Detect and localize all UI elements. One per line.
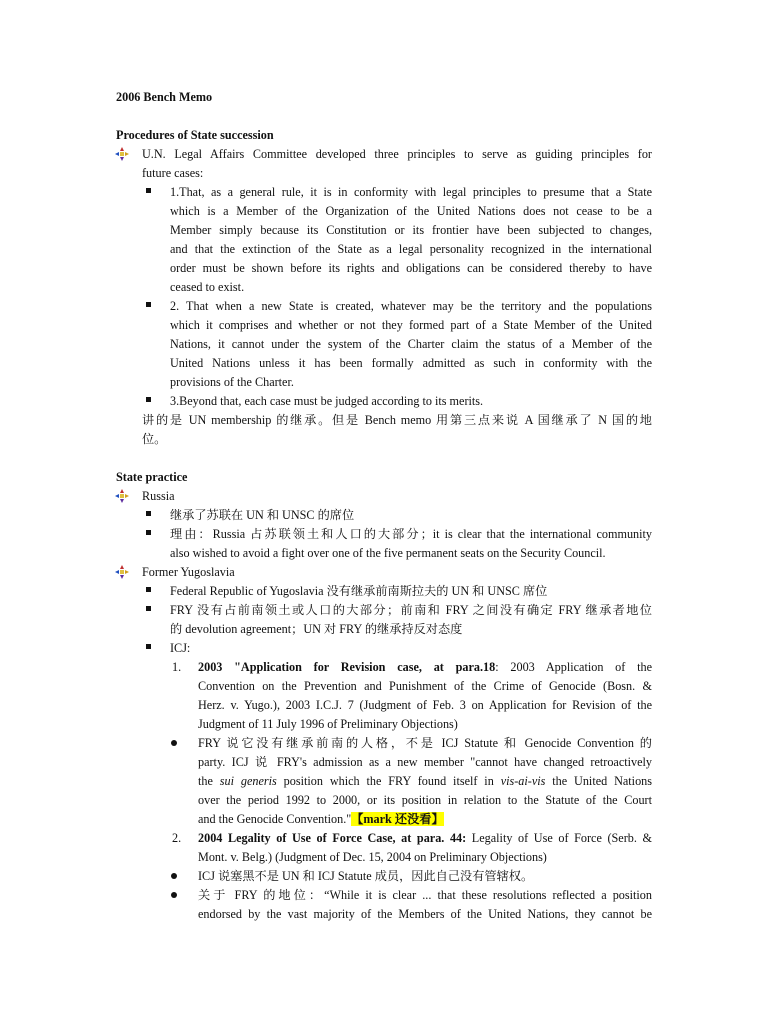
case-title-rest: Legality of Use of Force (Serb. & — [466, 831, 652, 845]
list-item-line: provisions of the Charter. — [170, 375, 294, 389]
list-item-line: 的 devolution agreement；UN 对 FRY 的继承持反对态度 — [170, 622, 463, 636]
case-title-rest: : 2003 Application of the — [495, 660, 652, 674]
list-item-line: also wished to avoid a fight over one of the five permanent seats on the Security Council. — [170, 546, 606, 560]
list-item-line: 3.Beyond that, each case must be judged according to its merits. — [170, 394, 484, 408]
case-note-line: party. ICJ 说 FRY's admission as a new member "cannot have changed retroactively — [198, 755, 652, 769]
case-line: Herz. v. Yugo.), 2003 I.C.J. 7 (Judgment of Feb. 3 on Application for Revision of the — [198, 698, 652, 712]
list-item-line: Nations, it cannot under the system of the Charter claim the status of a Member of the — [170, 337, 652, 351]
list-number: 2. — [172, 831, 182, 845]
square-bullet-icon — [146, 530, 151, 535]
list-item-line: ICJ: — [170, 641, 191, 655]
round-bullet-icon — [171, 892, 177, 898]
italic-run: vis-ai-vis — [500, 774, 546, 788]
page-title: 2006 Bench Memo — [116, 90, 213, 104]
list-item-line: which is a Member of the Organization of the United Nations does not cease to be a — [170, 204, 652, 218]
square-bullet-icon — [146, 302, 151, 307]
list-item-line: Federal Republic of Yugoslavia 没有继承前南斯拉夫的 UN 和 UNSC 席位 — [170, 584, 548, 598]
case-line: Mont. v. Belg.) (Judgment of Dec. 15, 2004 on Preliminary Objections) — [198, 850, 547, 864]
list-item-line: 继承了苏联在 UN 和 UNSC 的席位 — [170, 508, 355, 522]
square-bullet-icon — [146, 511, 151, 516]
arrow-bullet-icon — [114, 564, 130, 580]
text-run: the United Nations — [545, 774, 653, 788]
case-line: Judgment of 11 July 1996 of Preliminary Objections) — [198, 717, 458, 731]
square-bullet-icon — [146, 587, 151, 592]
paragraph-line: future cases: — [142, 166, 204, 180]
list-item-line: 1.That, as a general rule, it is in conformity with legal principles to presume that a State — [170, 185, 652, 199]
note-line: 讲的是 UN membership 的继承。但是 Bench memo 用第三点来说 A 国继承了 N 国的地 — [142, 413, 652, 427]
case-note-line: 关于 FRY 的地位：“While it is clear ... that these resolutions reflected a position — [198, 888, 652, 902]
list-item-line: 2. That when a new State is created, whatever may be the territory and the populations — [170, 299, 652, 313]
case-line: Convention on the Prevention and Punishment of the Crime of Genocide (Bosn. & — [198, 679, 652, 693]
text-run: the — [198, 774, 220, 788]
list-heading-yugoslavia: Former Yugoslavia — [142, 565, 235, 579]
list-item-line: and that the extinction of the State as a legal personality recognized in the international — [170, 242, 652, 256]
italic-run: sui generis — [219, 774, 277, 788]
case-note-line: endorsed by the vast majority of the Members of the United Nations, they cannot be — [198, 907, 652, 921]
list-number: 1. — [172, 660, 182, 674]
list-heading-russia: Russia — [142, 489, 175, 503]
section-heading-practice: State practice — [116, 470, 188, 484]
highlight-mark: 【mark 还没看】 — [351, 812, 444, 826]
round-bullet-icon — [171, 873, 177, 879]
square-bullet-icon — [146, 397, 151, 402]
case-note-line: ICJ 说塞黑不是 UN 和 ICJ Statute 成员，因此自己没有管辖权。 — [198, 869, 534, 883]
list-item-line: order must be shown before its rights and obligations can be considered thereby to have — [170, 261, 652, 275]
list-item-line: Member simply because its Constitution or its frontier have been subjected to changes, — [170, 223, 652, 237]
list-item-line: 理由：Russia 占苏联领土和人口的大部分；it is clear that the international community — [170, 527, 652, 541]
list-item-line: United Nations unless it has been formally admitted as such in conformity with the — [170, 356, 652, 370]
text-run: and the Genocide Convention." — [198, 812, 352, 826]
case-note-line: over the period 1992 to 2000, or its position in relation to the Statute of the Court — [198, 793, 652, 807]
case-title-line — [198, 829, 652, 848]
paragraph-line: U.N. Legal Affairs Committee developed three principles to serve as guiding principles for — [142, 147, 652, 161]
arrow-bullet-icon — [114, 146, 130, 162]
case-title-bold: 2004 Legality of Use of Force Case, at para. 44: — [198, 831, 467, 845]
case-title-line — [198, 658, 652, 677]
list-item-line: ceased to exist. — [170, 280, 245, 294]
case-note-line: FRY 说它没有继承前南的人格，不是 ICJ Statute 和 Genocide Convention 的 — [198, 736, 652, 750]
arrow-bullet-icon — [114, 488, 130, 504]
note-line: 位。 — [142, 432, 167, 446]
case-title-bold: 2003 "Application for Revision case, at para.18 — [198, 660, 496, 674]
case-note-line — [198, 810, 444, 829]
square-bullet-icon — [146, 644, 151, 649]
section-heading-succession: Procedures of State succession — [116, 128, 274, 142]
list-item-line: FRY 没有占前南领土或人口的大部分；前南和 FRY 之间没有确定 FRY 继承者地位 — [170, 603, 652, 617]
case-note-line — [198, 772, 652, 791]
square-bullet-icon — [146, 188, 151, 193]
round-bullet-icon — [171, 740, 177, 746]
list-item-line: which it comprises and whether or not they formed part of a State Member of the United — [170, 318, 652, 332]
square-bullet-icon — [146, 606, 151, 611]
text-run: position which the FRY found itself in — [276, 774, 501, 788]
